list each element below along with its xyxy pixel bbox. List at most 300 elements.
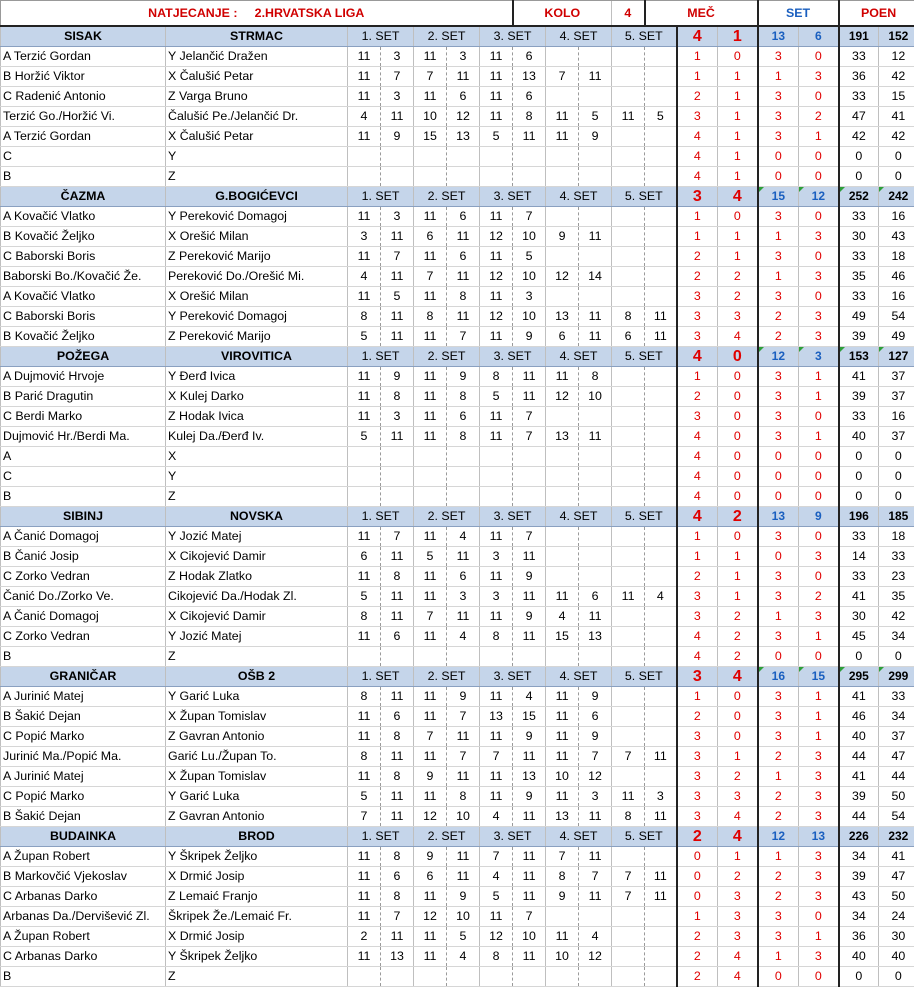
set-score-home: 11 [480, 687, 513, 707]
set-score-away [645, 847, 677, 867]
match-score-home: 4 [677, 507, 718, 527]
set-score-away: 13 [513, 767, 546, 787]
points-total-away: 185 [879, 507, 914, 527]
set-score-away: 9 [381, 127, 414, 147]
game-sets-away: 0 [799, 527, 839, 547]
home-player: C [1, 147, 166, 167]
game-row [1, 967, 914, 987]
set-score-home [348, 647, 381, 667]
running-match-home: 1 [677, 907, 718, 927]
set-score-home: 8 [414, 307, 447, 327]
set-score-home: 11 [348, 47, 381, 67]
set-score-home [414, 167, 447, 187]
game-sets-home: 2 [758, 747, 799, 767]
set-score-away: 7 [579, 747, 612, 767]
game-points-away: 47 [879, 867, 914, 887]
set-score-away [645, 447, 677, 467]
set-score-away: 11 [513, 587, 546, 607]
game-sets-home: 1 [758, 227, 799, 247]
set-score-home: 13 [546, 307, 579, 327]
set-score-home: 11 [348, 907, 381, 927]
set-score-home [612, 207, 645, 227]
away-player: X Orešić Milan [166, 287, 348, 307]
away-player: Y Jozić Matej [166, 527, 348, 547]
points-total-home: 191 [839, 26, 879, 47]
set-score-home: 12 [480, 267, 513, 287]
set-score-home [546, 407, 579, 427]
set-score-home: 5 [480, 127, 513, 147]
match-score-away: 1 [718, 26, 758, 47]
set-score-away [579, 447, 612, 467]
set-score-home: 11 [414, 687, 447, 707]
home-player: A Kovačić Vlatko [1, 287, 166, 307]
round-number: 4 [612, 1, 645, 27]
game-points-away: 34 [879, 707, 914, 727]
game-points-away: 0 [879, 167, 914, 187]
set-score-home: 11 [348, 567, 381, 587]
game-row [1, 587, 914, 607]
set-score-home [480, 467, 513, 487]
set-header: 3. SET [480, 827, 546, 847]
set-score-away [645, 367, 677, 387]
game-sets-home: 1 [758, 847, 799, 867]
game-points-home: 43 [839, 887, 879, 907]
running-match-home: 1 [677, 527, 718, 547]
set-score-home [612, 287, 645, 307]
set-score-away: 11 [579, 227, 612, 247]
set-score-home [546, 207, 579, 227]
game-sets-away: 0 [799, 567, 839, 587]
home-player: Arbanas Da./Dervišević Zl. [1, 907, 166, 927]
game-points-away: 0 [879, 487, 914, 507]
game-sets-away: 3 [799, 67, 839, 87]
away-team-name: BROD [166, 827, 348, 847]
set-score-home: 7 [546, 67, 579, 87]
set-score-away: 8 [381, 387, 414, 407]
game-points-home: 45 [839, 627, 879, 647]
set-score-home [612, 427, 645, 447]
points-total-away: 242 [879, 187, 914, 207]
set-score-away: 7 [381, 247, 414, 267]
game-row [1, 107, 914, 127]
game-points-home: 33 [839, 407, 879, 427]
set-score-away: 7 [381, 907, 414, 927]
set-score-away: 6 [447, 567, 480, 587]
set-score-home [546, 527, 579, 547]
set-score-away [447, 647, 480, 667]
set-score-home [612, 487, 645, 507]
game-row [1, 167, 914, 187]
points-total-home: 226 [839, 827, 879, 847]
set-score-home [612, 627, 645, 647]
away-player: Y Pereković Domagoj [166, 307, 348, 327]
away-player: X Čalušić Petar [166, 67, 348, 87]
game-points-away: 0 [879, 467, 914, 487]
set-score-home [480, 647, 513, 667]
set-header: 1. SET [348, 827, 414, 847]
set-score-away: 11 [513, 627, 546, 647]
game-sets-home: 2 [758, 327, 799, 347]
running-match-away: 4 [718, 327, 758, 347]
set-score-home [612, 447, 645, 467]
set-score-home: 5 [480, 387, 513, 407]
points-total-away: 152 [879, 26, 914, 47]
game-points-away: 0 [879, 447, 914, 467]
set-header: 3. SET [480, 187, 546, 207]
set-score-away [513, 967, 546, 987]
game-points-home: 41 [839, 587, 879, 607]
game-sets-home: 3 [758, 247, 799, 267]
set-score-home: 13 [546, 807, 579, 827]
game-sets-home: 1 [758, 947, 799, 967]
set-score-away: 7 [513, 407, 546, 427]
home-team-name: BUDAINKA [1, 827, 166, 847]
game-points-home: 44 [839, 747, 879, 767]
home-player: C Arbanas Darko [1, 887, 166, 907]
set-score-home: 7 [612, 747, 645, 767]
home-player: A Terzić Gordan [1, 127, 166, 147]
set-score-home: 11 [480, 407, 513, 427]
home-player: A [1, 447, 166, 467]
set-score-home: 4 [480, 807, 513, 827]
set-score-home: 11 [480, 207, 513, 227]
set-score-home [612, 947, 645, 967]
game-points-away: 0 [879, 147, 914, 167]
game-points-away: 30 [879, 927, 914, 947]
game-sets-home: 3 [758, 687, 799, 707]
home-player: C Arbanas Darko [1, 947, 166, 967]
running-match-away: 1 [718, 107, 758, 127]
running-match-home: 3 [677, 767, 718, 787]
set-score-away [513, 487, 546, 507]
away-player: Y Garić Luka [166, 787, 348, 807]
set-score-away: 9 [579, 727, 612, 747]
set-score-away: 9 [513, 787, 546, 807]
match-header-row [1, 347, 914, 367]
game-points-away: 42 [879, 67, 914, 87]
home-team-name: POŽEGA [1, 347, 166, 367]
set-header: 5. SET [612, 187, 677, 207]
set-score-home [612, 67, 645, 87]
set-score-away: 11 [513, 887, 546, 907]
set-score-home [612, 87, 645, 107]
set-score-home: 3 [348, 227, 381, 247]
set-score-home: 11 [480, 607, 513, 627]
set-score-away: 13 [447, 127, 480, 147]
running-match-home: 4 [677, 147, 718, 167]
set-header: 2. SET [414, 507, 480, 527]
set-score-home: 12 [546, 387, 579, 407]
set-score-away: 11 [645, 887, 677, 907]
set-score-away [447, 147, 480, 167]
away-player: Y Garić Luka [166, 687, 348, 707]
set-score-away: 11 [447, 867, 480, 887]
set-score-away: 11 [579, 327, 612, 347]
game-points-home: 33 [839, 527, 879, 547]
set-header: 2. SET [414, 26, 480, 47]
set-score-home: 11 [414, 407, 447, 427]
set-score-home: 7 [348, 807, 381, 827]
game-points-home: 0 [839, 647, 879, 667]
set-score-home: 11 [348, 727, 381, 747]
set-score-away [645, 947, 677, 967]
set-score-home [612, 407, 645, 427]
set-score-home [612, 267, 645, 287]
set-score-home: 11 [348, 87, 381, 107]
set-score-home [348, 967, 381, 987]
game-points-home: 41 [839, 767, 879, 787]
game-points-away: 41 [879, 847, 914, 867]
away-player: Z Hodak Zlatko [166, 567, 348, 587]
set-score-away: 3 [447, 47, 480, 67]
game-sets-away: 2 [799, 587, 839, 607]
set-score-home: 7 [612, 887, 645, 907]
game-row [1, 47, 914, 67]
set-score-home [348, 147, 381, 167]
set-score-home: 11 [348, 947, 381, 967]
set-score-away: 8 [447, 287, 480, 307]
set-score-away [645, 927, 677, 947]
round-label: KOLO [513, 1, 612, 27]
game-sets-away: 1 [799, 707, 839, 727]
set-score-away [645, 647, 677, 667]
game-sets-away: 0 [799, 467, 839, 487]
game-points-home: 41 [839, 367, 879, 387]
set-score-away: 15 [513, 707, 546, 727]
set-score-away: 8 [579, 367, 612, 387]
home-player: A Dujmović Hrvoje [1, 367, 166, 387]
set-score-home: 11 [480, 907, 513, 927]
game-sets-home: 3 [758, 387, 799, 407]
away-player: Z [166, 967, 348, 987]
game-row [1, 467, 914, 487]
set-score-away: 8 [381, 567, 414, 587]
running-match-away: 0 [718, 687, 758, 707]
set-score-home [348, 487, 381, 507]
set-score-home: 11 [414, 587, 447, 607]
home-player: C Zorko Vedran [1, 627, 166, 647]
set-score-away: 11 [447, 547, 480, 567]
home-player: C Zorko Vedran [1, 567, 166, 587]
set-score-away: 6 [579, 707, 612, 727]
game-row [1, 607, 914, 627]
game-points-home: 40 [839, 727, 879, 747]
set-score-home: 7 [414, 727, 447, 747]
running-match-home: 0 [677, 867, 718, 887]
running-match-home: 3 [677, 787, 718, 807]
game-row [1, 787, 914, 807]
home-player: Dujmović Hr./Berdi Ma. [1, 427, 166, 447]
home-player: A Jurinić Matej [1, 687, 166, 707]
set-score-away [513, 467, 546, 487]
set-score-home [546, 647, 579, 667]
game-sets-away: 3 [799, 327, 839, 347]
match-header-row [1, 26, 914, 47]
set-score-away: 3 [381, 47, 414, 67]
away-player: Y Pereković Domagoj [166, 207, 348, 227]
points-total-away: 127 [879, 347, 914, 367]
game-row [1, 867, 914, 887]
set-score-away [579, 147, 612, 167]
set-score-home [546, 467, 579, 487]
set-score-away: 4 [447, 527, 480, 547]
game-row [1, 567, 914, 587]
game-sets-home: 0 [758, 487, 799, 507]
game-row [1, 207, 914, 227]
set-score-away [645, 287, 677, 307]
set-score-away: 7 [381, 527, 414, 547]
set-score-away: 12 [579, 767, 612, 787]
game-row [1, 307, 914, 327]
points-total-home: 295 [839, 667, 879, 687]
game-points-home: 34 [839, 907, 879, 927]
set-score-home: 11 [414, 567, 447, 587]
match-header-row [1, 667, 914, 687]
set-score-home: 11 [414, 527, 447, 547]
set-header: 5. SET [612, 347, 677, 367]
set-score-away: 11 [381, 427, 414, 447]
running-match-home: 3 [677, 587, 718, 607]
game-points-home: 33 [839, 287, 879, 307]
set-score-home: 11 [348, 287, 381, 307]
game-points-away: 50 [879, 787, 914, 807]
set-score-home: 5 [480, 887, 513, 907]
set-score-home [348, 467, 381, 487]
game-sets-away: 3 [799, 607, 839, 627]
set-total-away: 3 [799, 347, 839, 367]
home-team-name: SIBINJ [1, 507, 166, 527]
running-match-home: 2 [677, 387, 718, 407]
home-player: A Čanić Domagoj [1, 527, 166, 547]
set-score-home: 11 [348, 887, 381, 907]
match-header-row [1, 507, 914, 527]
away-player: Y Jelančić Dražen [166, 47, 348, 67]
set-score-home: 3 [480, 547, 513, 567]
game-row [1, 387, 914, 407]
game-points-home: 49 [839, 307, 879, 327]
running-match-away: 0 [718, 447, 758, 467]
set-score-home [612, 707, 645, 727]
running-match-away: 3 [718, 907, 758, 927]
set-score-home: 6 [414, 227, 447, 247]
set-score-away [447, 167, 480, 187]
running-match-away: 0 [718, 467, 758, 487]
game-sets-home: 3 [758, 907, 799, 927]
set-score-away [645, 207, 677, 227]
set-score-away: 7 [513, 527, 546, 547]
set-total-home: 13 [758, 507, 799, 527]
set-score-home: 2 [348, 927, 381, 947]
game-points-home: 34 [839, 847, 879, 867]
set-score-away [645, 767, 677, 787]
away-player: X Drmić Josip [166, 867, 348, 887]
set-score-away: 10 [447, 807, 480, 827]
set-score-away: 4 [447, 947, 480, 967]
set-score-home: 11 [414, 207, 447, 227]
set-score-away [645, 227, 677, 247]
set-score-away: 11 [579, 427, 612, 447]
set-score-away: 7 [579, 867, 612, 887]
set-score-home [414, 487, 447, 507]
game-row [1, 267, 914, 287]
set-score-home: 5 [348, 787, 381, 807]
set-score-home [414, 467, 447, 487]
away-player: X Cikojević Damir [166, 547, 348, 567]
away-player: Y Škripek Željko [166, 947, 348, 967]
set-score-home [612, 727, 645, 747]
game-sets-away: 3 [799, 787, 839, 807]
away-team-name: STRMAC [166, 26, 348, 47]
running-match-home: 2 [677, 927, 718, 947]
set-score-away [579, 467, 612, 487]
game-sets-away: 3 [799, 307, 839, 327]
game-sets-away: 1 [799, 927, 839, 947]
set-score-away [513, 647, 546, 667]
game-points-home: 39 [839, 787, 879, 807]
game-sets-home: 3 [758, 567, 799, 587]
set-score-away [579, 487, 612, 507]
set-score-away [645, 727, 677, 747]
running-match-home: 2 [677, 267, 718, 287]
set-score-home: 12 [546, 267, 579, 287]
set-score-home: 6 [612, 327, 645, 347]
set-score-home [612, 927, 645, 947]
game-sets-away: 3 [799, 747, 839, 767]
game-sets-home: 2 [758, 887, 799, 907]
game-row [1, 147, 914, 167]
away-player: Z [166, 167, 348, 187]
set-score-home [414, 647, 447, 667]
game-row [1, 547, 914, 567]
running-match-away: 1 [718, 227, 758, 247]
match-score-away: 4 [718, 187, 758, 207]
away-player: Y Jozić Matej [166, 627, 348, 647]
set-score-home [612, 567, 645, 587]
set-score-home: 8 [348, 687, 381, 707]
game-row [1, 287, 914, 307]
set-score-away: 11 [381, 687, 414, 707]
set-score-away: 11 [513, 847, 546, 867]
game-points-away: 40 [879, 947, 914, 967]
set-score-home: 11 [480, 87, 513, 107]
away-player: Z [166, 487, 348, 507]
set-total-home: 16 [758, 667, 799, 687]
set-score-away: 11 [513, 387, 546, 407]
set-score-home: 11 [414, 327, 447, 347]
game-row [1, 527, 914, 547]
game-points-away: 16 [879, 207, 914, 227]
set-total-home: 12 [758, 347, 799, 367]
game-sets-away: 3 [799, 767, 839, 787]
set-score-away [645, 47, 677, 67]
running-match-home: 1 [677, 47, 718, 67]
running-match-away: 1 [718, 247, 758, 267]
set-score-away [381, 467, 414, 487]
away-player: Z Varga Bruno [166, 87, 348, 107]
set-score-home [480, 147, 513, 167]
running-match-away: 1 [718, 847, 758, 867]
match-score-away: 4 [718, 827, 758, 847]
game-points-away: 54 [879, 307, 914, 327]
set-score-away: 9 [513, 327, 546, 347]
game-row [1, 807, 914, 827]
set-score-home: 11 [480, 787, 513, 807]
set-score-home: 8 [546, 867, 579, 887]
game-points-away: 33 [879, 547, 914, 567]
running-match-home: 3 [677, 307, 718, 327]
away-player: Y [166, 147, 348, 167]
home-player: B Parić Dragutin [1, 387, 166, 407]
